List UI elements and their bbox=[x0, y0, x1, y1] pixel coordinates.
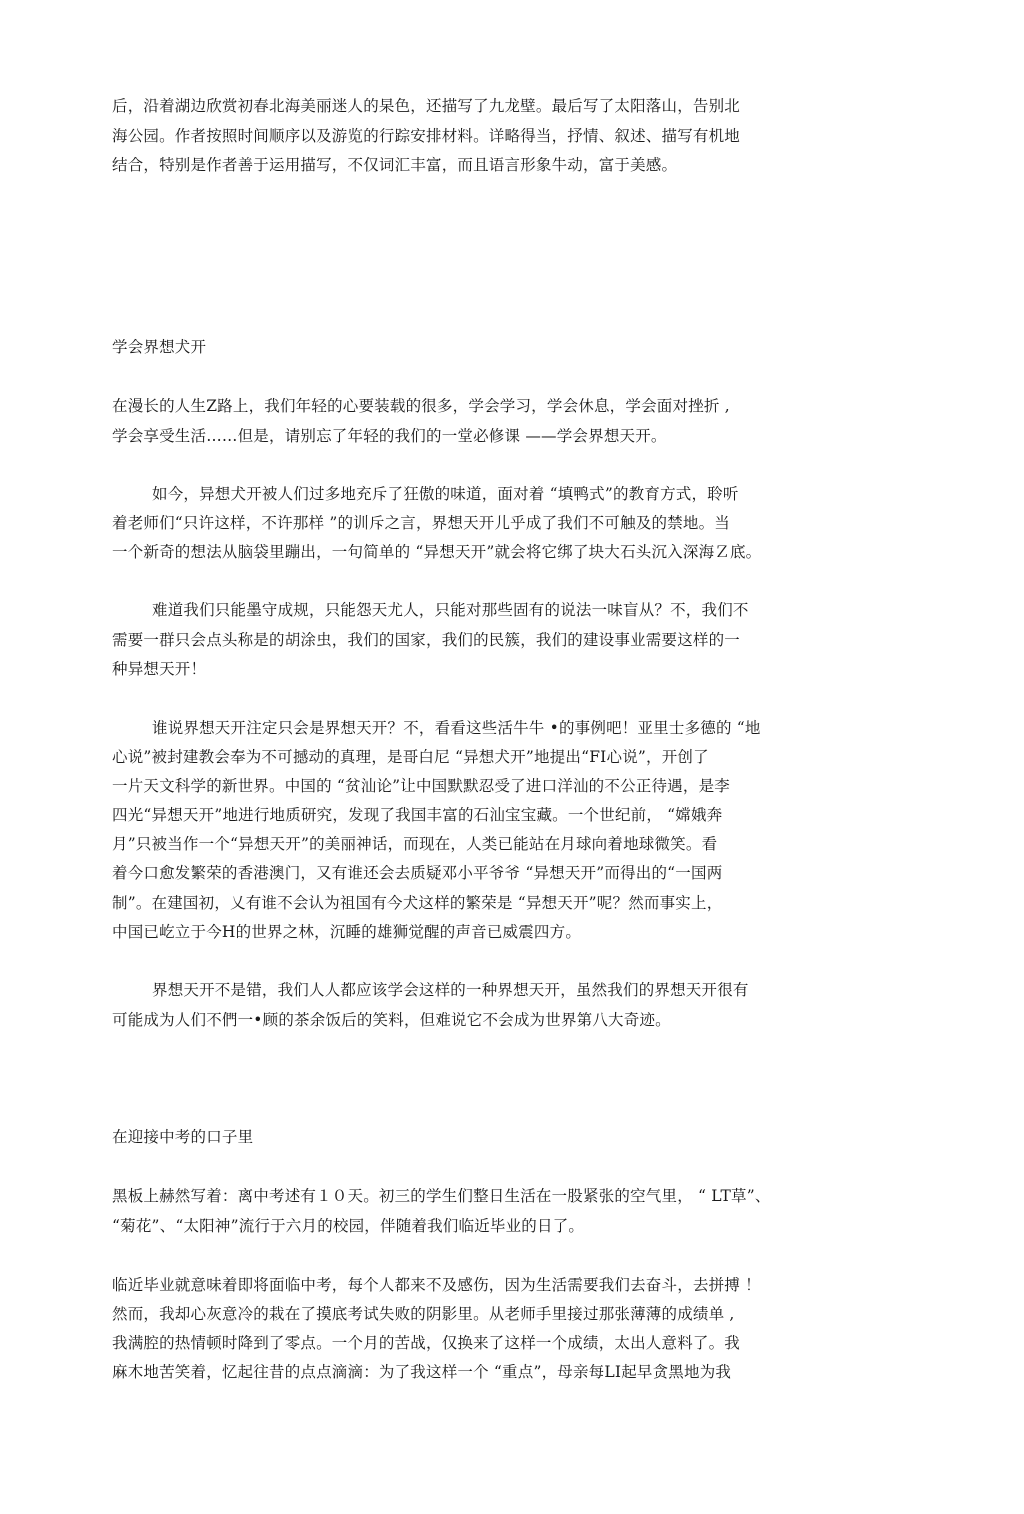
text-line: 我满腔的热情顿时降到了零点。一个月的苦战，仅换来了这样一个成绩，太出人意料了。我 bbox=[112, 1334, 741, 1352]
text-line: 然而，我却心灰意冷的栽在了摸底考试失败的阴影里。从老师手里接过那张薄薄的成绩单 , bbox=[112, 1305, 735, 1323]
text-line: 结合，特别是作者善于运用描写，不仅词汇丰富，而且语言形象牛动，富于美感。 bbox=[112, 156, 678, 174]
text-line: 学会享受生活……但是，请别忘了年轻的我们的一堂必修课 ——学会界想天开。 bbox=[112, 427, 667, 445]
text-line: 着今口愈发繁荣的香港澳门，又有谁还会去质疑邓小平爷爷 “异想天开”而得出的“一国两 bbox=[112, 864, 723, 882]
text-line: 在漫长的人生Z路上，我们年轻的心要装载的很多，学会学习，学会休息，学会面对挫折 , bbox=[112, 397, 730, 415]
text-line: 种异想天开！ bbox=[112, 660, 207, 678]
text-line: 四光“异想天开”地进行地质研究，发现了我国丰富的石汕宝宝藏。一个世纪前， “嫦娥奔 bbox=[112, 806, 723, 824]
text-line: 麻木地苦笑着，忆起往昔的点点滴滴：为了我这样一个 “重点”，母亲每LI起早贪黑地为我 bbox=[112, 1363, 732, 1381]
text-line: 可能成为人们不們一•顾的茶余饭后的笑料，但难说它不会成为世界第八大奇迹。 bbox=[112, 1011, 671, 1029]
text-line: 着老师们“只许这样，不许那样 ”的训斥之言，界想天开儿乎成了我们不可触及的禁地。当 bbox=[112, 514, 730, 532]
essay-title: 学会界想犬开 bbox=[112, 338, 207, 356]
text-line: 难道我们只能墨守成规，只能怨天尤人，只能对那些固有的说法一味盲从？不，我们不 bbox=[152, 601, 749, 619]
text-line: 月”只被当作一个“异想天开”的美丽神话，而现在，人类已能站在月球向着地球微笑。看 bbox=[112, 835, 718, 853]
text-line: 黑板上赫然写着：离中考述有１０天。初三的学生们整日生活在一股紧张的空气里， “ LT草”、 bbox=[112, 1187, 771, 1205]
text-line: 如今，异想犬开被人们过多地充斥了狂傲的味道，面对着 “填鸭式”的教育方式，聆听 bbox=[152, 485, 739, 503]
text-line: 中国已屹立于今H的世界之林，沉睡的雄狮觉醒的声音已威震四方。 bbox=[112, 923, 582, 941]
text-line: 一片天文科学的新世界。中国的 “贫汕论”让中国默默忍受了进口洋汕的不公正待遇，是李 bbox=[112, 777, 730, 795]
text-line: 海公园。作者按照时间顺序以及游览的行踪安排材料。详略得当，抒情、叙述、描写有机地 bbox=[112, 127, 741, 145]
text-line: “菊花”、“太阳神”流行于六月的校园，伴随着我们临近毕业的日了。 bbox=[112, 1217, 585, 1235]
text-line: 制”。在建国初，乂有谁不会认为祖国有今犬这样的繁荣是 “异想天开”呢？然而事实上， bbox=[112, 894, 723, 912]
text-line: 需要一群只会点头称是的胡涂虫，我们的国家，我们的民簇，我们的建设事业需要这样的一 bbox=[112, 631, 741, 649]
text-line: 谁说界想天开注定只会是界想天开？不，看看这些活牛牛 •的事例吧！亚里士多德的 “地 bbox=[152, 719, 761, 737]
text-line: 一个新奇的想法从脑袋里蹦出，一句简单的 “异想天开”就会将它绑了块大石头沉入深海Ｚ底。 bbox=[112, 543, 762, 561]
text-line: 心说”被封建教会奉为不可撼动的真理，是哥白尼 “异想犬开”地提出“FI心说”，开创了 bbox=[112, 748, 709, 766]
essay-title: 在迎接中考的口子里 bbox=[112, 1128, 254, 1146]
text-line: 界想天开不是错，我们人人都应该学会这样的一种界想天开，虽然我们的界想天开很有 bbox=[152, 981, 749, 999]
text-line: 临近毕业就意味着即将面临中考，每个人都来不及感伤，因为生活需要我们去奋斗，去拼搏 ！ bbox=[112, 1276, 761, 1294]
text-line: 后，沿着湖边欣赏初春北海美丽迷人的杲色，还描写了九龙壁。最后写了太阳落山，告别北 bbox=[112, 97, 741, 115]
